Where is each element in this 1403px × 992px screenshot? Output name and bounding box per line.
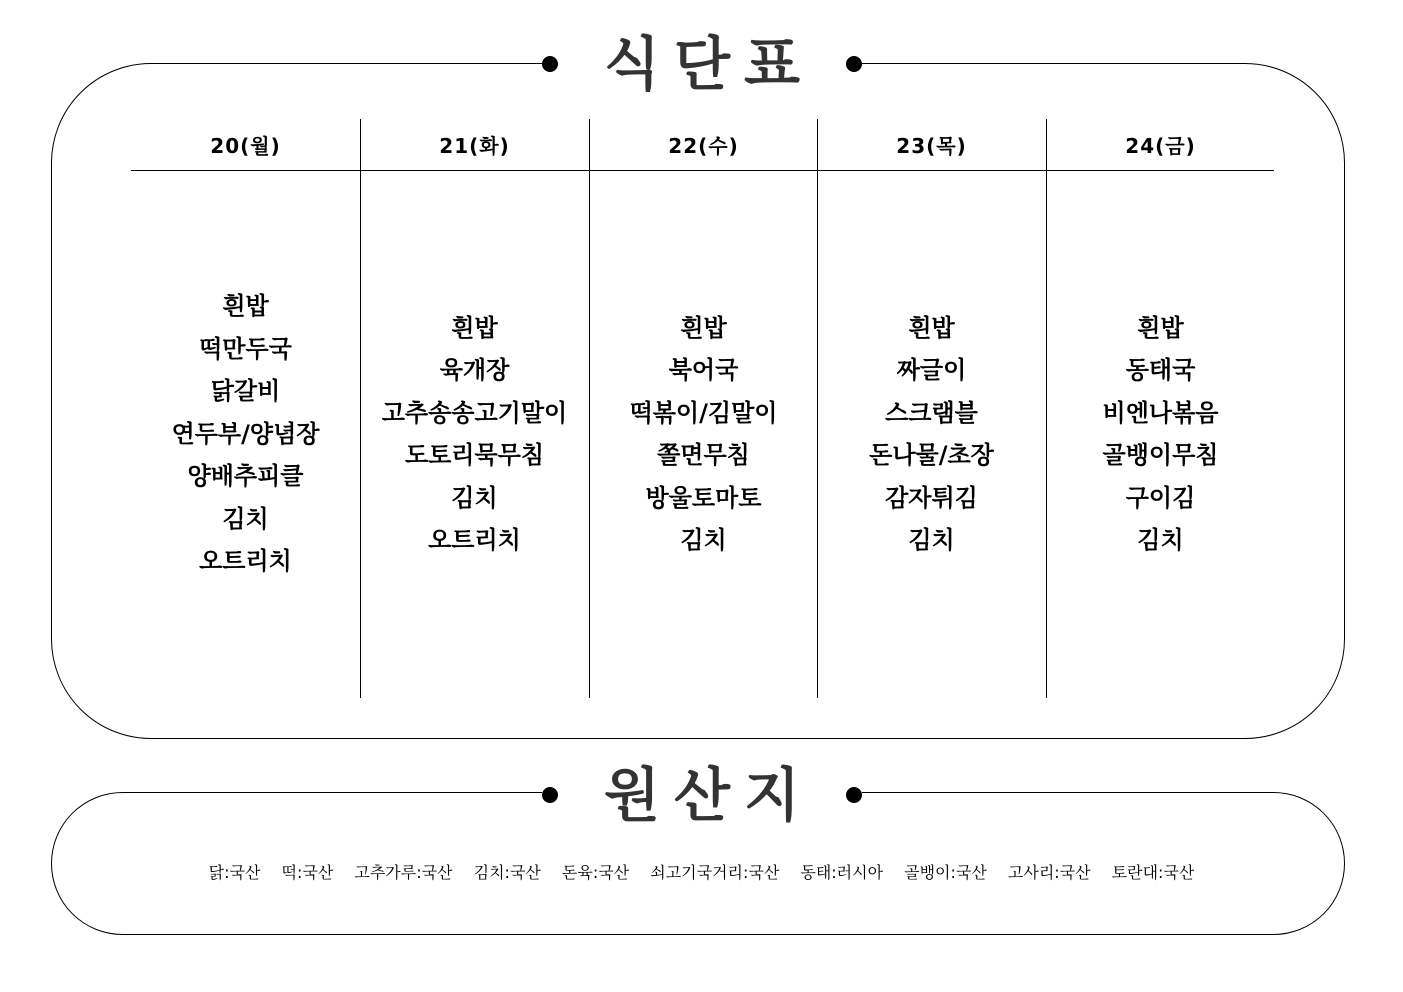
menu-item: 골뱅이무침 [1102,441,1219,469]
menu-item: 북어국 [668,356,739,384]
menu-item: 짜글이 [896,356,967,384]
day-header-wed: 22(수) [668,134,739,158]
title-left-dot [542,787,558,803]
menu-item: 스크램블 [885,398,978,427]
menu-item: 비엔나볶음 [1102,398,1219,427]
menu-item: 흰밥 [451,313,498,342]
menu-item: 닭갈비 [210,377,281,406]
menu-item: 김치 [908,526,955,554]
origin-entry: 고사리:국산 [1007,863,1091,882]
menu-item: 흰밥 [680,313,727,342]
origin-title: 원산지 [603,761,815,829]
menu-item: 떡볶이/김말이 [629,398,778,427]
menu-item: 감자튀김 [885,483,978,512]
menu-item: 김치 [222,504,269,533]
title-right-dot [846,787,862,803]
day-column-fri [1046,119,1275,698]
origin-title-area [542,760,862,830]
menu-item: 쫄면무침 [657,441,750,469]
menu-item: 연두부/양념장 [171,419,320,448]
day-column-thu [817,119,1046,698]
day-header-fri: 24(금) [1125,134,1196,158]
origin-entry: 닭:국산 [208,863,261,882]
title-left-dot [542,56,558,72]
menu-item: 떡만두국 [199,334,292,363]
menu-item: 김치 [680,526,727,554]
menu-title-area [542,29,862,99]
day-column-wed [589,119,818,698]
origin-entry: 고추가루:국산 [354,863,453,882]
origin-entry: 돈육:국산 [561,863,630,882]
title-right-dot [846,56,862,72]
menu-item: 흰밥 [908,313,955,342]
origin-entry: 골뱅이:국산 [904,863,987,882]
menu-list-tue [360,170,589,698]
menu-list-wed [589,170,818,698]
menu-item: 흰밥 [1137,313,1184,342]
origin-entry: 쇠고기국거리:국산 [650,863,780,882]
menu-list-mon [131,170,360,698]
origin-entry: 토란대:국산 [1111,863,1195,882]
menu-item: 김치 [1137,526,1184,554]
origin-entry: 김치:국산 [473,863,541,882]
menu-item: 양배추피클 [187,462,304,491]
menu-item: 오트리치 [199,547,292,576]
menu-item: 동태국 [1125,356,1196,384]
menu-item: 구이김 [1125,483,1196,512]
menu-item: 김치 [451,483,498,512]
day-column-tue [360,119,589,698]
day-header-thu: 23(목) [896,134,967,158]
menu-list-fri [1046,170,1275,698]
origin-list [0,860,1403,883]
menu-item: 돈나물/초장 [869,441,994,469]
menu-list-thu [817,170,1046,698]
menu-item: 오트리치 [428,526,521,554]
menu-item: 고추송송고기말이 [381,398,568,427]
menu-item: 도토리묵무침 [404,441,545,469]
menu-item: 육개장 [439,356,510,384]
origin-entry: 동태:러시아 [800,863,884,882]
day-column-mon [131,119,360,698]
menu-item: 방울토마토 [645,483,762,512]
menu-title: 식단표 [603,30,815,98]
day-header-tue: 21(화) [439,134,510,158]
day-header-mon: 20(월) [210,134,281,158]
menu-item: 흰밥 [222,292,269,321]
origin-entry: 떡:국산 [281,863,334,882]
